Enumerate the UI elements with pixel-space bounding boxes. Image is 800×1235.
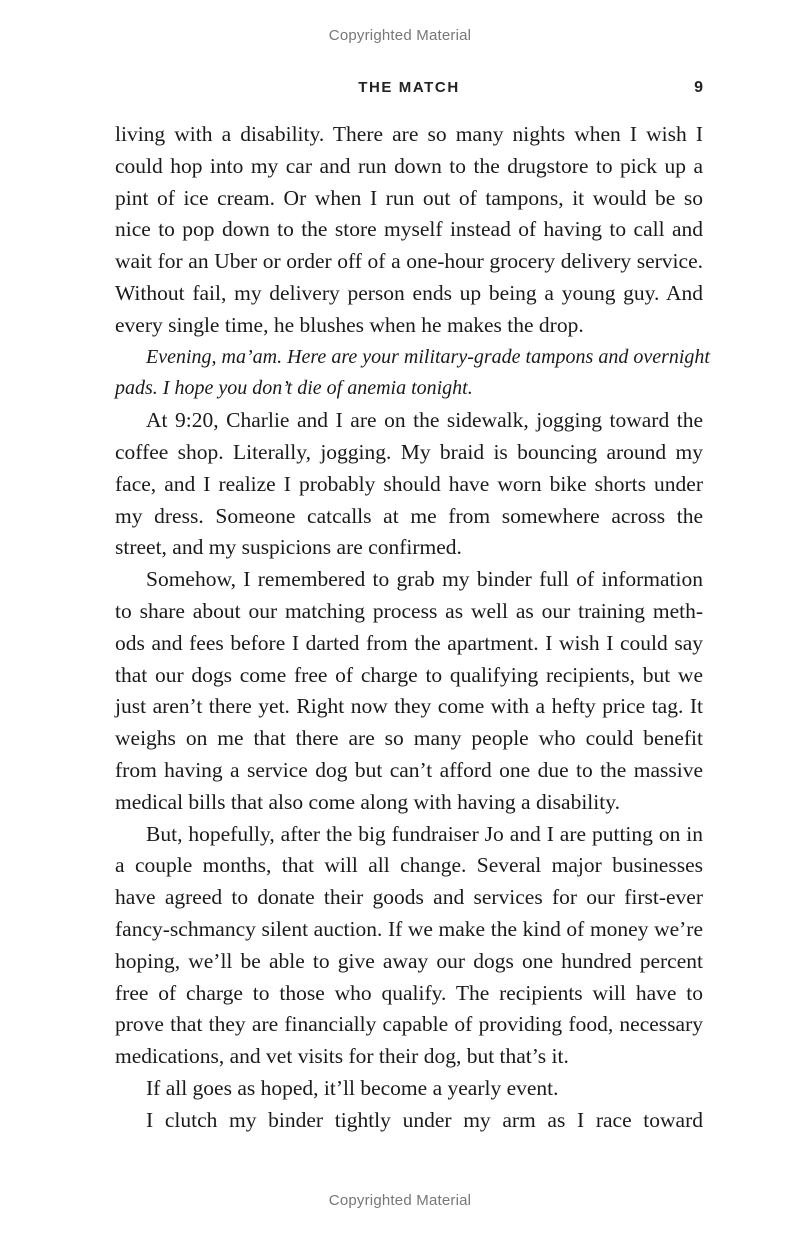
text-line: that our dogs come free of charge to qualifying recipients, but we	[115, 662, 703, 687]
text-line: ods and fees before I darted from the apartment. I wish I could say	[115, 630, 703, 655]
text-line: coffee shop. Literally, jogging. My braid is bouncing around my	[115, 439, 703, 464]
text-line: street, and my suspicions are confirmed.	[115, 535, 462, 560]
text-line: every single time, he blushes when he makes the drop.	[115, 312, 584, 337]
text-line: pint of ice cream. Or when I run out of tampons, it would be so	[115, 185, 703, 210]
text-line: fancy-schmancy silent auction. If we make the kind of money we’re	[115, 916, 703, 941]
text-line: to share about our matching process as well as our training meth-	[115, 598, 703, 623]
text-line: nice to pop down to the store myself instead of having to call and	[115, 217, 703, 242]
chapter-title: THE MATCH	[358, 79, 460, 96]
text-line: medical bills that also come along with having a disability.	[115, 789, 620, 814]
italic-text-line: pads. I hope you don’t die of anemia tonight.	[115, 377, 473, 400]
text-line: a couple months, that will all change. Several major businesses	[115, 853, 703, 878]
text-line: face, and I realize I probably should have worn bike shorts under	[115, 471, 703, 496]
copyright-watermark-top: Copyrighted Material	[328, 27, 472, 44]
text-line: free of charge to those who qualify. The recipients will have to	[115, 980, 703, 1005]
text-line: my dress. Someone catcalls at me from somewhere across the	[115, 503, 703, 528]
text-line: prove that they are financially capable of providing food, necessary	[115, 1012, 703, 1037]
text-line: weighs on me that there are so many people who could benefit	[115, 726, 703, 751]
text-line: medications, and vet visits for their dog, but that’s it.	[115, 1044, 569, 1069]
text-line: If all goes as hoped, it’ll become a yearly event.	[146, 1075, 559, 1100]
body-text	[115, 119, 710, 1137]
text-line: just aren’t there yet. Right now they come with a hefty price tag. It	[115, 694, 703, 719]
text-line: living with a disability. There are so many nights when I wish I	[115, 122, 703, 146]
text-line: have agreed to donate their goods and services for our first-ever	[115, 885, 703, 910]
text-line: Somehow, I remembered to grab my binder full of information	[146, 567, 703, 592]
text-line: At 9:20, Charlie and I are on the sidewalk, jogging toward the	[146, 408, 703, 433]
text-line: could hop into my car and run down to the drugstore to pick up a	[115, 153, 703, 178]
text-line: Without fail, my delivery person ends up being a young guy. And	[115, 280, 703, 305]
text-line: I clutch my binder tightly under my arm as I race toward	[146, 1107, 703, 1132]
text-line: wait for an Uber or order off of a one-hour grocery delivery service.	[115, 249, 703, 274]
text-line: But, hopefully, after the big fundraiser Jo and I are putting on in	[146, 821, 703, 846]
copyright-watermark-bottom: Copyrighted Material	[328, 1192, 472, 1209]
text-line: hoping, we’ll be able to give away our dogs one hundred percent	[115, 948, 703, 973]
text-line: from having a service dog but can’t afford one due to the massive	[115, 757, 703, 782]
running-header	[115, 79, 703, 103]
italic-text-line: Evening, ma’am. Here are your military-grade tampons and overnight	[146, 345, 710, 368]
page-number: 9	[694, 79, 703, 96]
